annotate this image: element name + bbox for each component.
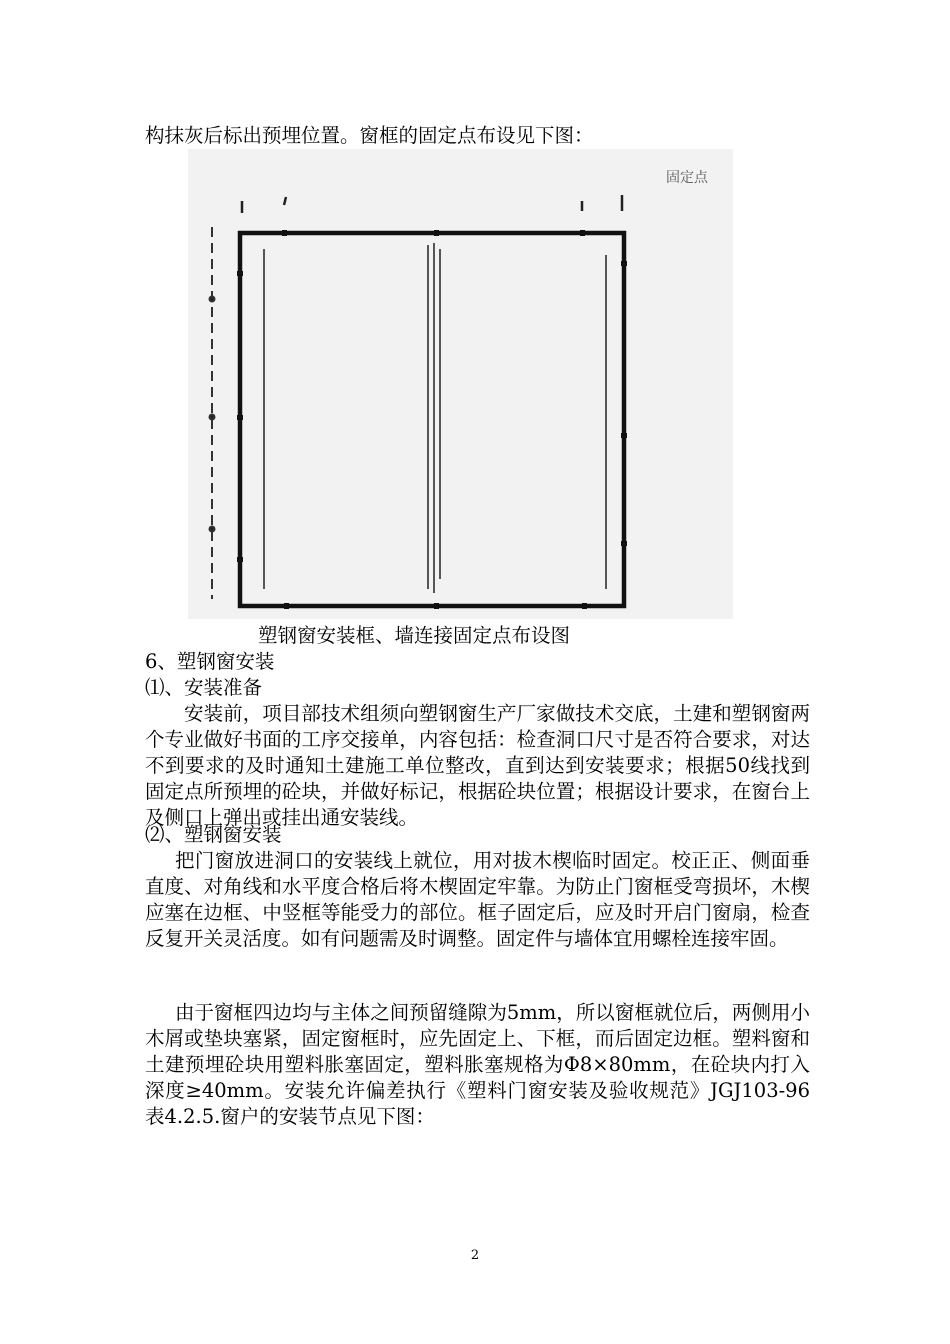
- corner-label: 固定点: [666, 170, 708, 186]
- figure-caption: 塑钢窗安装框、墙连接固定点布设图: [258, 624, 571, 647]
- paragraph-installation-2: 由于窗框四边均与主体之间预留缝隙为5mm，所以窗框就位后，两侧用小木屑或垫块塞紧，固定窗框时，应先固定上、下框，而后固定边框。塑料窗和土建预埋砼块用塑料胀塞固定，塑料胀塞规格为Φ8×80mm，在砼块内打入深度≥40mm。安装允许偏差执行《塑料门窗安装及验收规范》JGJ103-96表4.2.5.窗户的安装节点见下图：: [145, 1001, 810, 1128]
- window-frame-drawing: [188, 149, 733, 619]
- window-frame: [240, 233, 624, 606]
- window-fixing-diagram: [188, 149, 733, 619]
- paragraph-installation-1: 把门窗放进洞口的安装线上就位，用对拔木楔临时固定。校正正、侧面垂直度、对角线和水平度合格后将木楔固定牢靠。为防止门窗框受弯损坏，木楔应塞在边框、中竖框等能受力的部位。框子固定后，应及时开启门窗扇，检查反复开关灵活度。如有问题需及时调整。固定件与墙体宜用螺栓连接牢固。: [145, 849, 810, 950]
- page-number: 2: [470, 1248, 480, 1263]
- intro-line: 构抹灰后标出预埋位置。窗框的固定点布设见下图：: [145, 124, 594, 147]
- section-heading: 6、塑钢窗安装: [145, 650, 275, 673]
- paragraph-preparation: 安装前，项目部技术组须向塑钢窗生产厂家做技术交底，土建和塑钢窗两个专业做好书面的工序交接单，内容包括：检查洞口尺寸是否符合要求，对达不到要求的及时通知土建施工单位整改，直到达到安装要求；根据50线找到固定点所预埋的砼块，并做好标记，根据砼块位置；根据设计要求，在窗台上及侧口上弹出或挂出通安装线。: [145, 702, 810, 829]
- fixing-points: [237, 230, 627, 609]
- top-fixing-marks: [242, 195, 622, 213]
- left-dimension-line: [210, 227, 215, 599]
- subsection-heading-2: ⑵、塑钢窗安装: [145, 823, 282, 846]
- subsection-heading-1: ⑴、安装准备: [145, 676, 263, 699]
- sash-lines: [264, 243, 606, 593]
